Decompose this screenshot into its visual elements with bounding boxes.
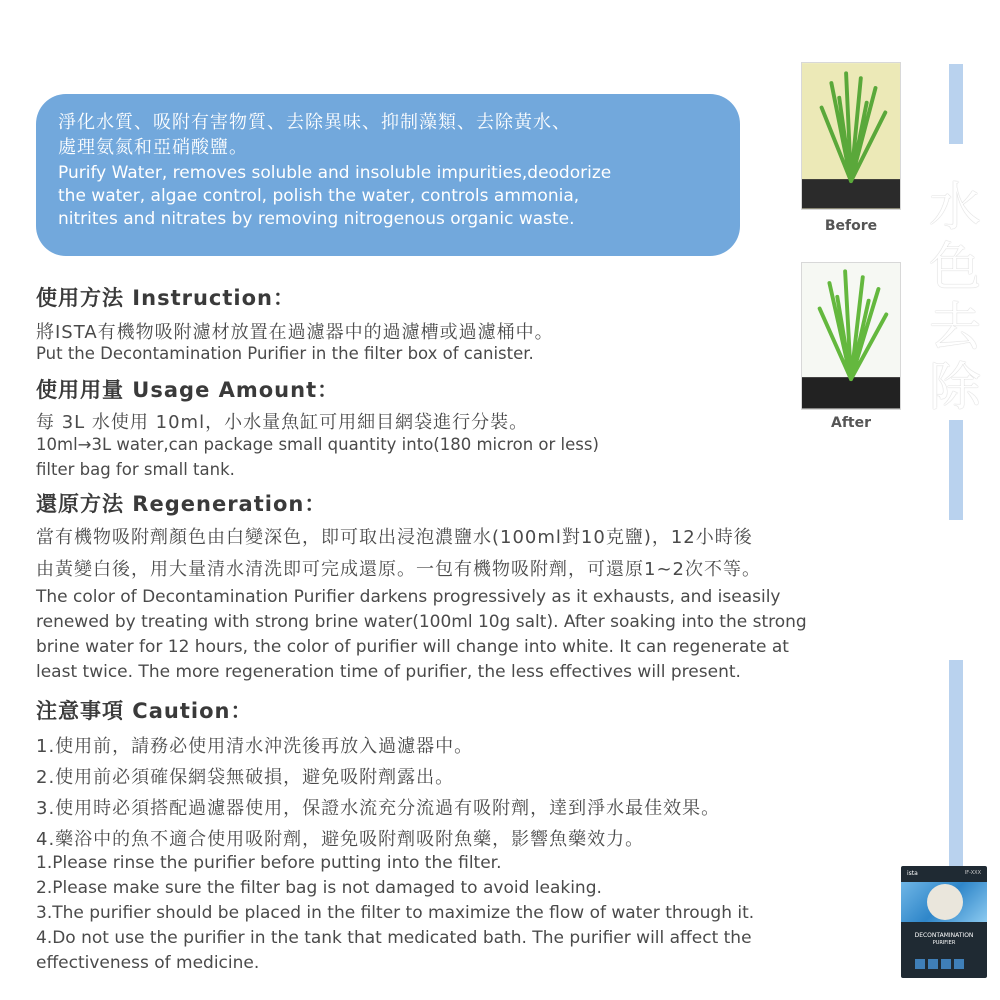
caution-zh-item-3: 3.使用時必須搭配過濾器使用，保證水流充分流過有吸附劑，達到淨水最佳效果。 [36,798,721,819]
caution-en-item-1: 1.Please rinse the purifier before putting into the filter. [36,853,502,873]
feature-icon [941,959,951,969]
regeneration-heading: 還原方法 Regeneration： [36,492,327,516]
after-caption: After [830,415,872,431]
instruction-heading: 使用方法 Instruction： [36,286,295,310]
product-media-graphic [927,884,963,920]
caution-zh-item-2: 2.使用前必須確保網袋無破損，避免吸附劑露出。 [36,767,455,788]
banner-en-line-3: nitrites and nitrates by removing nitrogenous organic waste. [58,209,575,229]
caution-zh-item-1: 1.使用前，請務必使用清水沖洗後再放入過濾器中。 [36,736,474,757]
after-tank-photo [801,262,901,410]
instruction-zh: 將ISTA有機物吸附濾材放置在過濾器中的過濾槽或過濾桶中。 [36,322,554,343]
before-caption: Before [824,218,878,234]
product-code: IF-XXX [964,870,981,876]
feature-banner [36,94,740,256]
usage-heading: 使用用量 Usage Amount： [36,378,340,402]
regeneration-en-line-3: brine water for 12 hours, the color of purifier will change into white. It can regenerate at [36,637,789,657]
tank-after-illustration [802,263,900,409]
caution-en-item-4: 4.Do not use the purifier in the tank that medicated bath. The purifier will affect the [36,928,752,948]
product-name-line-2: PURIFIER [932,940,956,946]
before-tank-photo [801,62,901,210]
regeneration-en-line-2: renewed by treating with strong brine water(100ml 10g salt). After soaking into the strong [36,612,807,632]
vertical-accent-bar-middle [949,420,963,520]
caution-zh-item-4: 4.藥浴中的魚不適合使用吸附劑，避免吸附劑吸附魚藥，影響魚藥效力。 [36,829,645,850]
caution-en-item-3: 3.The purifier should be placed in the filter to maximize the flow of water through it. [36,903,755,923]
banner-en-line-2: the water, algae control, polish the water, controls ammonia, [58,186,580,206]
product-logo: ista [907,870,918,877]
product-feature-icons [915,954,967,973]
caution-heading: 注意事項 Caution： [36,699,253,723]
caution-en-item-2: 2.Please make sure the filter bag is not damaged to avoid leaking. [36,878,602,898]
vertical-title-char: 去 [928,298,981,358]
instruction-en: Put the Decontamination Purifier in the filter box of canister. [36,344,534,363]
caution-en-item-4-cont: effectiveness of medicine. [36,953,260,973]
feature-icon [954,959,964,969]
feature-icon [928,959,938,969]
regeneration-zh-line-1: 當有機物吸附劑顏色由白變深色，即可取出浸泡濃鹽水(100ml對10克鹽)，12小時後 [36,527,753,548]
vertical-title [924,178,986,418]
tank-before-illustration [802,63,900,209]
vertical-title-char: 水 [928,178,981,238]
product-box-image [901,866,987,978]
vertical-accent-bar-top [949,64,963,144]
usage-en-line-1: 10ml→3L water,can package small quantity into(180 micron or less) [36,435,599,454]
vertical-title-char: 色 [928,238,981,298]
regeneration-en-line-4: least twice. The more regeneration time of purifier, the less effectives will present. [36,662,741,682]
product-name-line-1: DECONTAMINATION [914,932,974,939]
usage-en-line-2: filter bag for small tank. [36,460,235,479]
banner-zh-line-2: 處理氨氮和亞硝酸鹽。 [58,137,248,158]
banner-zh-line-1: 淨化水質、吸附有害物質、去除異味、抑制藻類、去除黃水、 [58,112,571,133]
banner-en-line-1: Purify Water, removes soluble and insoluble impurities,deodorize [58,163,612,183]
vertical-accent-bar-bottom [949,660,963,890]
vertical-title-char: 除 [928,358,981,418]
usage-zh: 每 3L 水使用 10ml，小水量魚缸可用細目網袋進行分裝。 [36,412,529,433]
regeneration-zh-line-2: 由黃變白後，用大量清水清洗即可完成還原。一包有機物吸附劑，可還原1~2次不等。 [36,559,761,580]
feature-icon [915,959,925,969]
regeneration-en-line-1: The color of Decontamination Purifier darkens progressively as it exhausts, and iseasily [36,587,781,607]
